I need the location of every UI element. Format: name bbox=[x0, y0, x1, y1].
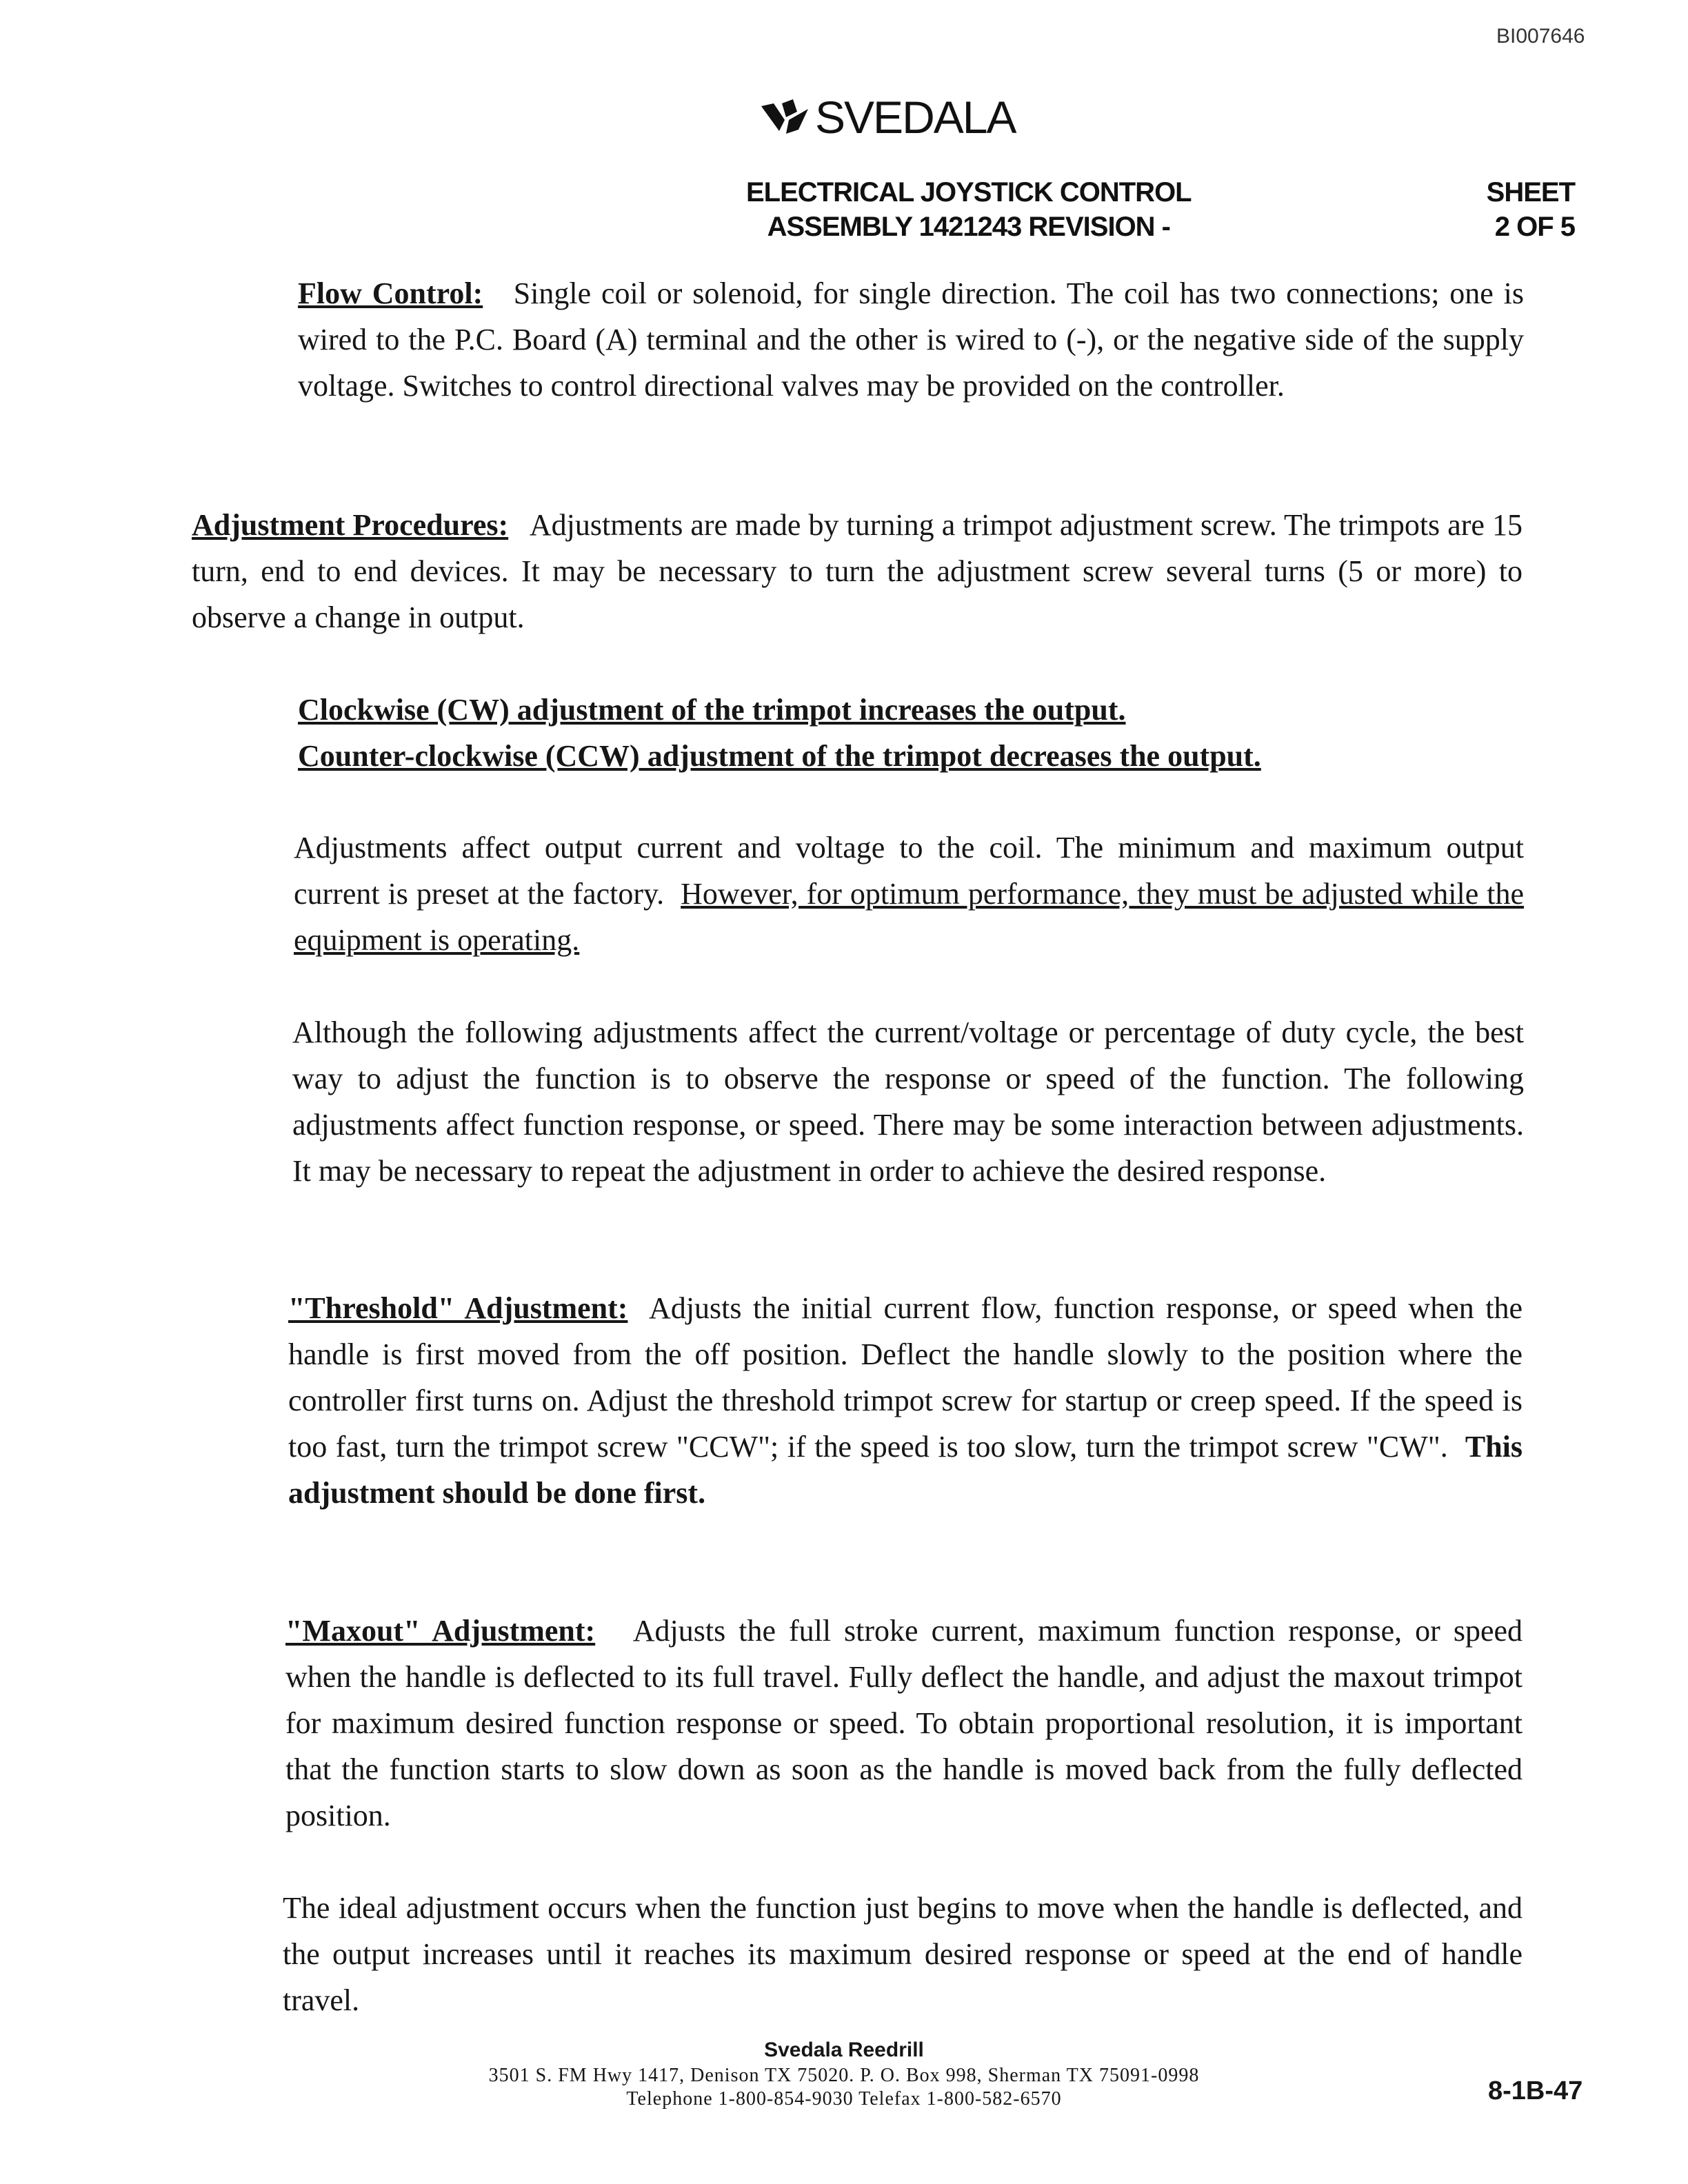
sheet-indicator bbox=[1485, 175, 1575, 244]
ideal-adjustment-text: The ideal adjustment occurs when the function just begins to move when the handle is deflected, and the output increases until it reaches its maximum desired response or speed at the end of handle travel. bbox=[283, 1891, 1523, 2017]
document-title bbox=[746, 175, 1192, 244]
adjustment-procedures-paragraph bbox=[192, 502, 1523, 640]
maxout-text: Adjusts the full stroke current, maximum function response, or speed when the handle is deflected to its full travel. Fully deflect the handle, and adjust the maxout trimpot for maximum desired function response or speed. To obtain proportional resolution, it is important that the function starts to slow down as soon as the handle is moved back from the fully deflected position. bbox=[285, 1614, 1523, 1832]
cw-rule: Clockwise (CW) adjustment of the trimpot increases the output. bbox=[298, 693, 1126, 727]
threshold-first-note: This adjustment should be done first. bbox=[288, 1430, 1523, 1510]
logo-text: SVEDALA bbox=[815, 92, 1016, 143]
flow-control-label: Flow Control: bbox=[298, 276, 483, 310]
footer-address: 3501 S. FM Hwy 1417, Denison TX 75020. P. O. Box 998, Sherman TX 75091-0998 bbox=[488, 2065, 1200, 2086]
flow-control-paragraph bbox=[298, 270, 1524, 409]
svedala-logo-icon bbox=[758, 97, 811, 138]
threshold-label: "Threshold" Adjustment: bbox=[288, 1291, 628, 1325]
ccw-rule: Counter-clockwise (CCW) adjustment of the trimpot decreases the output. bbox=[298, 739, 1261, 773]
flow-control-text: Single coil or solenoid, for single direction. The coil has two connections; one is wired to the P.C. Board (A) terminal and the other is wired to (-), or the negative side of the supply voltage. Switches to control directional valves may be provided on the controller. bbox=[298, 276, 1524, 403]
cw-ccw-emphasis bbox=[298, 687, 1261, 779]
threshold-paragraph bbox=[288, 1285, 1523, 1516]
factory-preset-warning: However, for optimum performance, they must be adjusted while the equipment is operating. bbox=[294, 877, 1525, 957]
sheet-label: SHEET bbox=[1486, 177, 1575, 208]
factory-preset-paragraph bbox=[294, 825, 1524, 963]
document-id: BI007646 bbox=[1496, 25, 1585, 48]
interaction-text: Although the following adjustments affect the current/voltage or percentage of duty cycle, the best way to adjust the function is to observe the response or speed of the function. The following adjustments affect function response, or speed. There may be some interaction between adjustments. It may be necessary to repeat the adjustment in order to achieve the desired response. bbox=[292, 1015, 1524, 1188]
threshold-text: Adjusts the initial current flow, function response, or speed when the handle is first moved from the off position. Deflect the handle slowly to the position where the controller first turns on. Adjust the threshold trimpot screw for startup or creep speed. If the speed is too fast, turn the trimpot screw "CCW"; if the speed is too slow, turn the trimpot screw "CW". bbox=[288, 1291, 1523, 1464]
ideal-adjustment-paragraph bbox=[283, 1885, 1523, 2023]
title-line-1: ELECTRICAL JOYSTICK CONTROL bbox=[746, 177, 1192, 208]
adjustment-procedures-label: Adjustment Procedures: bbox=[192, 508, 509, 542]
footer-phone: Telephone 1-800-854-9030 Telefax 1-800-582-6570 bbox=[626, 2088, 1062, 2110]
page-footer bbox=[0, 2036, 1688, 2111]
maxout-paragraph bbox=[285, 1608, 1523, 1839]
adjustment-procedures-text: Adjustments are made by turning a trimpot adjustment screw. The trimpots are 15 turn, end to end devices. It may be necessary to turn the adjustment screw several turns (5 or more) to observe a change in output. bbox=[192, 508, 1523, 634]
company-logo bbox=[758, 91, 1015, 143]
page-number: 8-1B-47 bbox=[1488, 2076, 1583, 2105]
interaction-paragraph bbox=[292, 1009, 1524, 1194]
footer-company: Svedala Reedrill bbox=[764, 2039, 924, 2061]
factory-preset-text: Adjustments affect output current and voltage to the coil. The minimum and maximum output current is preset at the factory. bbox=[294, 831, 1524, 911]
sheet-number: 2 OF 5 bbox=[1494, 212, 1575, 242]
title-line-2: ASSEMBLY 1421243 REVISION - bbox=[767, 212, 1170, 242]
maxout-label: "Maxout" Adjustment: bbox=[285, 1614, 596, 1648]
